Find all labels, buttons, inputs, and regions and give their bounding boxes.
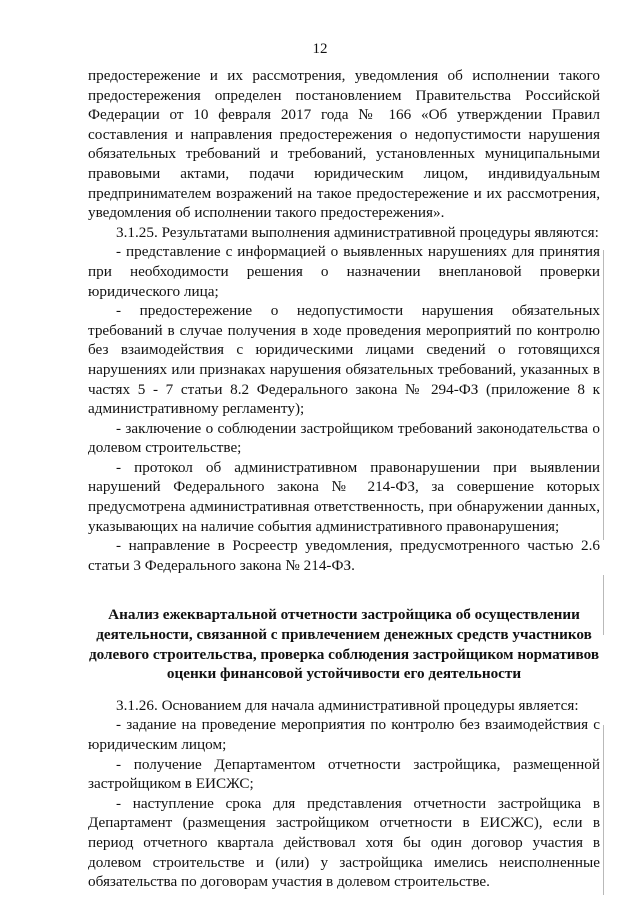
paragraph-3-1-25: 3.1.25. Результатами выполнения административной процедуры являются: (116, 223, 599, 241)
document-body (88, 66, 600, 892)
list-item-protocol: - протокол об административном правонарушении при выявлении нарушений Федерального закона № 214-ФЗ, за совершение которых предусмотрена административная ответственность, при обнаружении данных, указывающих на наличие события административного правонарушения; (88, 458, 600, 535)
paragraph-3-1-26: 3.1.26. Основанием для начала административной процедуры является: (116, 696, 579, 714)
list-item-conclusion: - заключение о соблюдении застройщиком требований законодательства о долевом строительстве; (88, 419, 600, 457)
scan-edge-line-lower (603, 725, 604, 895)
list-item-representation: - представление с информацией о выявленных нарушениях для принятия при необходимости решения о назначении внеплановой проверки юридического лица; (88, 243, 600, 300)
paragraph-preamble-continuation: предостережение и их рассмотрения, уведомления об исполнении такого предостережения определен постановлением Правительства Российской Федерации от 10 февраля 2017 года № 166 «Об утверждении Правил составления и направления предостережения о недопустимости нарушения обязательных требований и требований, установленных муниципальными правовыми актами, подачи юридическим лицом, индивидуальным предпринимателем возражений на такое предостережение и их рассмотрения, уведомления об исполнении такого предостережения». (88, 67, 600, 222)
list-item-deadline: - наступление срока для представления отчетности застройщика в Департамент (размещения застройщиком отчетности в ЕИСЖС), если в период отчетного квартала действовал хотя бы один договор участия в долевом строительстве и (или) у застройщика имелись неисполненные обязательства по договорам участия в долевом строительстве. (88, 794, 600, 891)
scan-edge-line-middle (603, 575, 604, 635)
list-item-rosreestr-notice: - направление в Росреестр уведомления, предусмотренного частью 2.6 статьи 3 Федерального закона № 214-ФЗ. (88, 537, 600, 574)
section-heading: Анализ ежеквартальной отчетности застройщика об осуществлении деятельности, связанной с привлечением денежных средств участников долевого строительства, проверка соблюдения застройщиком нормативов оценки финансовой устойчивости его деятельности (88, 606, 600, 683)
list-item-task: - задание на проведение мероприятия по контролю без взаимодействия с юридическим лицом; (88, 716, 600, 753)
list-item-receipt: - получение Департаментом отчетности застройщика, размещенной застройщиком в ЕИСЖС; (88, 755, 600, 793)
list-item-warning: - предостережение о недопустимости нарушения обязательных требований в случае получения в ходе проведения мероприятий по контролю без взаимодействия с юридическими лицами сведений о готовящихся нарушениях или признаках нарушения обязательных требований, указанных в частях 5 - 7 статьи 8.2 Федерального закона № 294-ФЗ (приложение 8 к административному регламенту); (88, 302, 600, 418)
page-number: 12 (312, 41, 328, 57)
scan-edge-line-upper (603, 250, 604, 540)
